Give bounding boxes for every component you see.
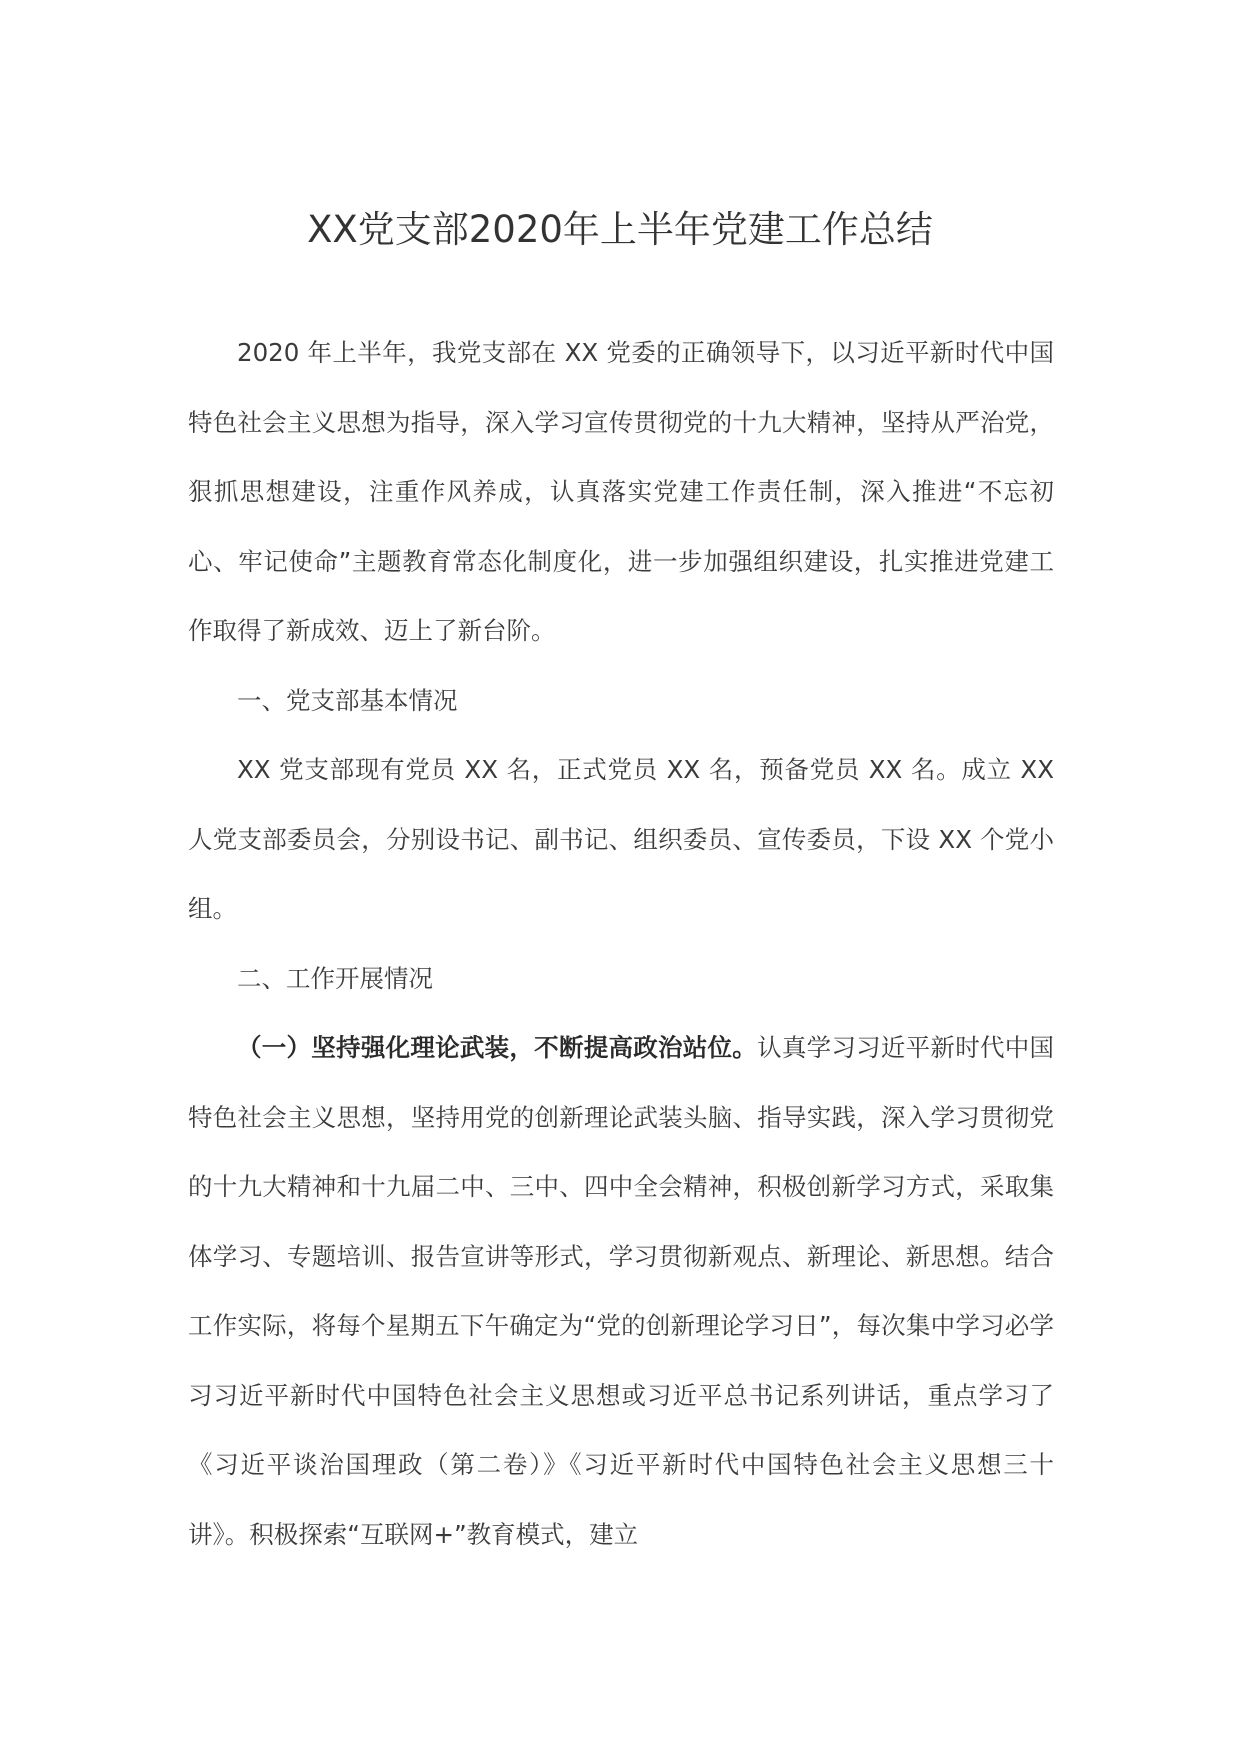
section-heading-work	[188, 944, 1054, 1014]
paragraph-basic-info-text: XX 党支部现有党员 XX 名，正式党员 XX 名，预备党员 XX 名。成立 XX 人党支部委员会，分别设书记、副书记、组织委员、宣传委员，下设 XX 个党小组。	[188, 755, 1054, 923]
section-heading-basic-info-text: 一、党支部基本情况	[237, 685, 458, 715]
document-title: XX党支部2020年上半年党建工作总结	[307, 208, 933, 251]
section-heading-basic-info	[188, 666, 1054, 736]
paragraph-intro	[188, 318, 1054, 666]
paragraph-theory	[188, 1013, 1054, 1569]
paragraph-theory-text: 认真学习习近平新时代中国特色社会主义思想，坚持用党的创新理论武装头脑、指导实践，深入学习贯彻党的十九大精神和十九届二中、三中、四中全会精神，积极创新学习方式，采取集体学习、专题培训、报告宣讲等形式，学习贯彻新观点、新理论、新思想。结合工作实际，将每个星期五下午确定为“党的创新理论学习日”，每次集中学习必学习习近平新时代中国特色社会主义思想或习近平总书记系列讲话，重点学习了《习近平谈治国理政（第二卷）》《习近平新时代中国特色社会主义思想三十讲》。积极探索“互联网+”教育模式，建立	[188, 1033, 1054, 1549]
document-body	[188, 318, 1054, 1569]
paragraph-basic-info	[188, 735, 1054, 944]
section-heading-work-text: 二、工作开展情况	[237, 963, 433, 993]
paragraph-theory-lead: （一）坚持强化理论武装，不断提高政治站位。	[237, 1033, 758, 1062]
paragraph-intro-text: 2020 年上半年，我党支部在 XX 党委的正确领导下，以习近平新时代中国特色社会主义思想为指导，深入学习宣传贯彻党的十九大精神，坚持从严治党，狠抓思想建设，注重作风养成，认真落实党建工作责任制，深入推进“不忘初心、牢记使命”主题教育常态化制度化，进一步加强组织建设，扎实推进党建工作取得了新成效、迈上了新台阶。	[188, 338, 1054, 645]
